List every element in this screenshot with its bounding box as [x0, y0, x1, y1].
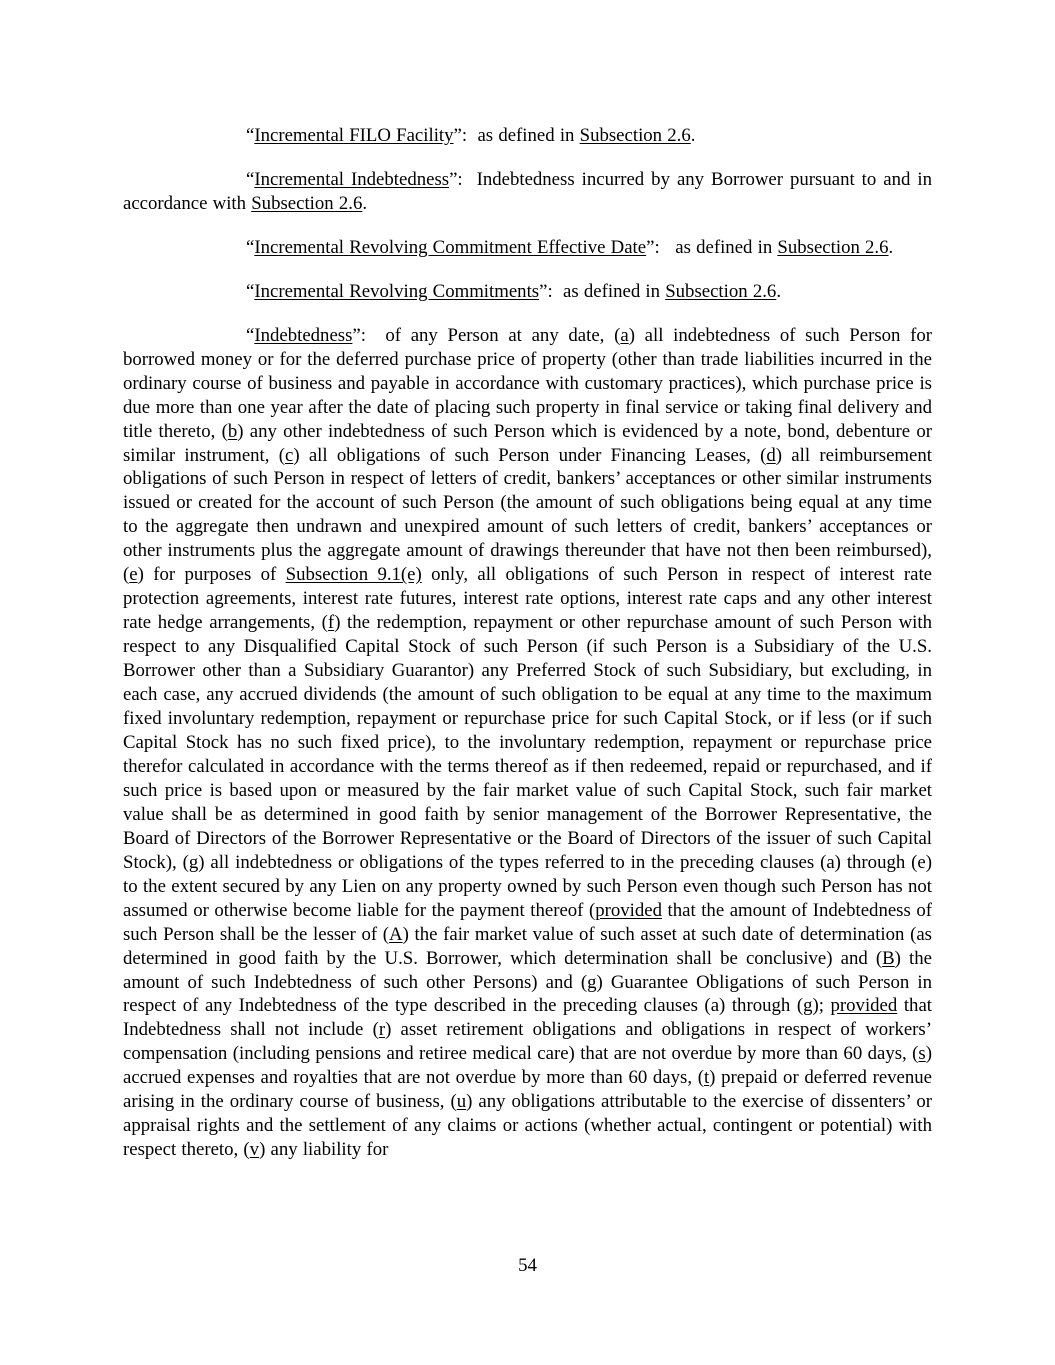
- text-run: ) any liability for: [259, 1139, 389, 1161]
- text-run: ) any other indebtedness of such Person which is evidenced by a note, bond, debenture or similar instrument, (: [123, 420, 932, 466]
- underlined-term: Subsection 2.6: [777, 236, 889, 258]
- text-run: ) all indebtedness of such Person for borrowed money or for the deferred purchase price of property (other than trade liabilities incurred in the ordinary course of business and payable in accordance with customary practices), which purchase price is due more than one year after the date of placing such property in final service or taking final delivery and title thereto, (: [123, 324, 933, 442]
- underlined-term: Subsection 2.6: [665, 280, 777, 302]
- text-run: “: [246, 125, 255, 146]
- text-run: ) all indebtedness or obligations of the types referred to in the preceding clauses (a) through (e) to the extent secured by any Lien on any property owned by such Person even though such Person has not assumed or otherwise become liable for the payment thereof (: [123, 851, 932, 921]
- underlined-term: provided: [830, 995, 898, 1017]
- text-run: .: [888, 236, 894, 258]
- underlined-term: b: [227, 420, 238, 442]
- text-run: ) all reimbursement obligations of such Person in respect of letters of credit, bankers’ acceptances or other similar instruments issued or created for the account of such Person (the amount of such obligations being equal at any time to the aggregate then undrawn and unexpired amount of such letters of credit, bankers’ acceptances or other instruments plus the aggregate amount of drawings thereunder that have not then been reimbursed), (: [123, 444, 932, 586]
- text-run: .: [362, 192, 368, 214]
- text-run: “: [246, 236, 255, 258]
- text-run: “: [246, 280, 255, 302]
- text-run: “: [246, 324, 255, 346]
- underlined-term: Incremental FILO Facility: [254, 125, 454, 146]
- underlined-term: a: [620, 324, 629, 346]
- text-run: ) all obligations of such Person under Financing Leases, (: [293, 444, 767, 466]
- text-run: ) accrued expenses and royalties that are not overdue by more than 60 days, (: [123, 1043, 932, 1089]
- text-run: ) any obligations attributable to the exercise of dissenters’ or appraisal rights and the settlement of any claims or actions (whether actual, contingent or potential) with respect thereto, (: [123, 1091, 932, 1161]
- page-number: 54: [518, 1255, 537, 1276]
- text-run: .: [776, 280, 782, 302]
- text-run: ”: as defined in: [646, 236, 778, 258]
- text-run: ”: as defined in: [539, 280, 666, 302]
- underlined-term: Incremental Revolving Commitment Effective Date: [254, 236, 647, 258]
- underlined-term: A: [389, 923, 403, 945]
- page-content: [123, 124, 932, 1182]
- underlined-term: B: [882, 947, 895, 969]
- underlined-term: g: [587, 971, 597, 993]
- underlined-term: Incremental Indebtedness: [254, 168, 450, 190]
- text-run: ) the fair market value of such asset at such date of determination (as determined in good faith by the U.S. Borrower, which determination shall be conclusive) and (: [123, 923, 932, 969]
- underlined-term: provided: [595, 899, 662, 921]
- text-run: ) Guarantee Obligations of such Person in respect of any Indebtedness of the type described in the preceding clauses (a) through (g);: [123, 971, 933, 1017]
- text-run: only, all obligations of such Person in respect of interest rate protection agreements, interest rate futures, interest rate options, interest rate caps and any other interest rate hedge arrangements, (: [123, 564, 932, 634]
- underlined-term: Incremental Revolving Commitments: [254, 280, 540, 302]
- definition-paragraph-incremental-filo-facility: [123, 124, 932, 148]
- underlined-term: v: [249, 1139, 260, 1161]
- definition-paragraph-incremental-revolving-commitments: [123, 280, 932, 304]
- underlined-term: s: [918, 1043, 926, 1065]
- definition-paragraph-incremental-indebtedness: [123, 168, 932, 216]
- underlined-term: c: [284, 444, 294, 466]
- underlined-term: Subsection 2.6: [251, 192, 363, 214]
- text-run: “: [246, 168, 255, 190]
- underlined-term: e: [129, 564, 138, 586]
- text-run: ) for purposes of: [137, 564, 286, 586]
- text-run: that the amount of Indebtedness of such Person shall be the lesser of (: [123, 899, 932, 945]
- text-run: ) prepaid or deferred revenue arising in the ordinary course of business, (: [123, 1067, 933, 1113]
- definition-paragraph-incremental-revolving-commitment-effective-date: [123, 236, 932, 260]
- underlined-term: Subsection 9.1(e): [285, 564, 422, 586]
- text-run: .: [690, 125, 696, 146]
- text-run: ”: as defined in: [453, 125, 580, 146]
- underlined-term: Subsection 2.6: [579, 125, 691, 146]
- underlined-term: d: [766, 444, 776, 466]
- text-run: that Indebtedness shall not include (: [123, 995, 933, 1041]
- underlined-term: t: [703, 1067, 710, 1089]
- text-run: ) the redemption, repayment or other repurchase amount of such Person with respect to any Disqualified Capital Stock of such Person (if such Person is a Subsidiary of the U.S. Borrower other than a Subsidiary Guarantor) any Preferred Stock of such Subsidiary, but excluding, in each case, any accrued dividends (the amount of such obligation to be equal at any time to the maximum fixed involuntary redemption, repayment or repurchase price for such Capital Stock, or if less (or if such Capital Stock has no such fixed price), to the involuntary redemption, repayment or repurchase price therefor calculated in accordance with the terms thereof as if then redeemed, repaid or repurchased, and if such price is based upon or measured by the fair market value of such Capital Stock, such fair market value shall be as determined in good faith by senior management of the Borrower Representative, the Board of Directors of the Borrower Representative or the Board of Directors of the issuer of such Capital Stock), (: [123, 612, 933, 873]
- text-run: ”: Indebtedness incurred by any Borrower pursuant to and in accordance with: [123, 168, 932, 214]
- text-run: ) the amount of such Indebtedness of such other Persons) and (: [123, 947, 932, 993]
- underlined-term: u: [456, 1091, 467, 1113]
- underlined-term: Indebtedness: [254, 324, 353, 346]
- underlined-term: r: [378, 1019, 386, 1041]
- underlined-term: f: [327, 612, 335, 634]
- underlined-term: g: [188, 851, 199, 873]
- text-run: ”: of any Person at any date, (: [352, 324, 621, 346]
- text-run: ) asset retirement obligations and obligations in respect of workers’ compensation (including pensions and retiree medical care) that are not overdue by more than 60 days, (: [123, 1019, 932, 1065]
- definition-paragraph-indebtedness: [123, 324, 932, 1162]
